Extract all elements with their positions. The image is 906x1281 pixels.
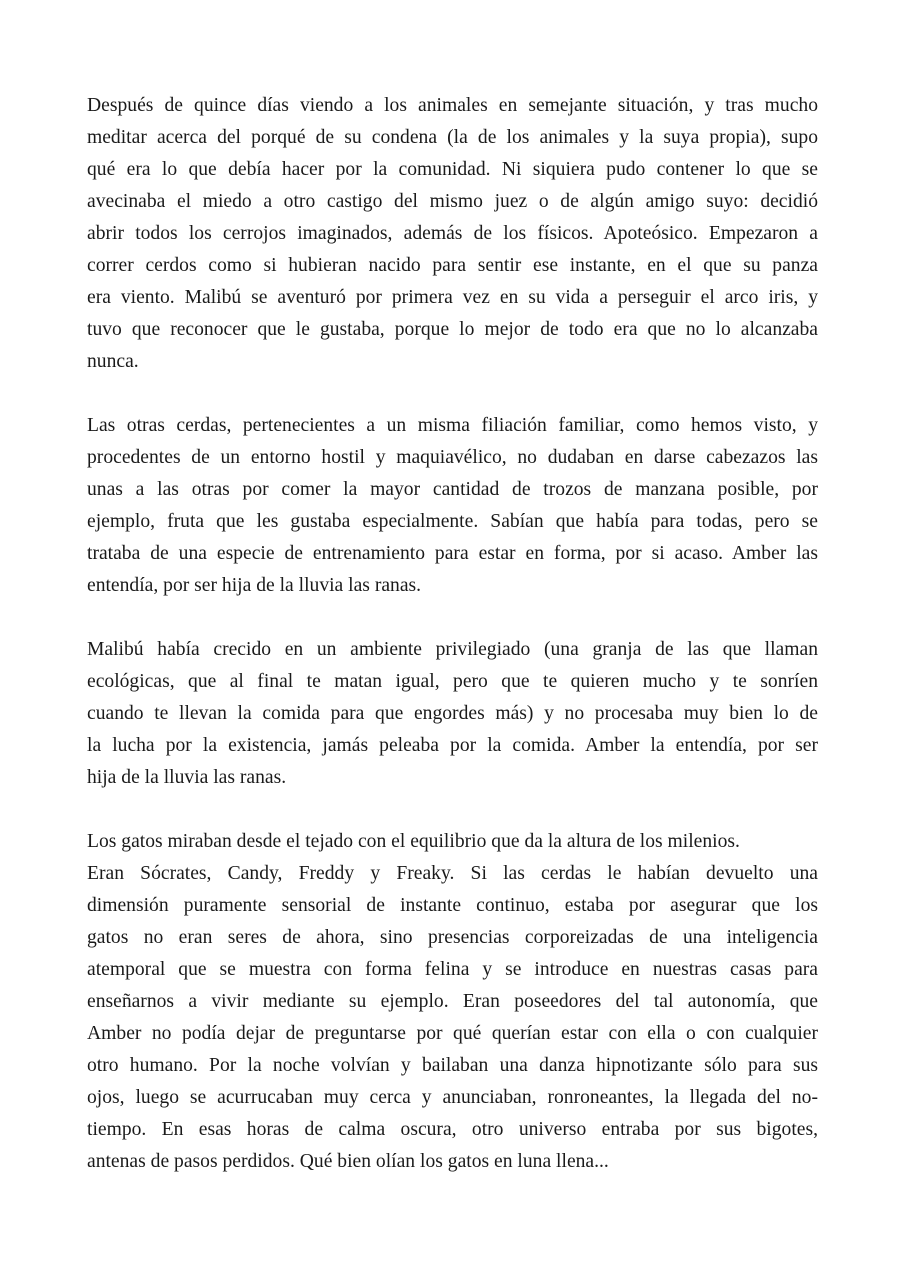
text-line: enseñarnos a vivir mediante su ejemplo. Eran poseedores del tal autonomía, que <box>87 991 818 1012</box>
paragraph <box>87 410 818 602</box>
document-page <box>87 90 818 1210</box>
text-line: Eran Sócrates, Candy, Freddy y Freaky. Si las cerdas le habían devuelto una <box>87 863 818 884</box>
paragraph <box>87 90 818 378</box>
text-line: ecológicas, que al final te matan igual, pero que te quieren mucho y te sonríen <box>87 671 818 692</box>
text-line: Amber no podía dejar de preguntarse por qué querían estar con ella o con cualquier <box>87 1023 818 1044</box>
text-line: la lucha por la existencia, jamás peleaba por la comida. Amber la entendía, por ser <box>87 735 818 756</box>
text-line: tuvo que reconocer que le gustaba, porque lo mejor de todo era que no lo alcanzaba <box>87 319 818 340</box>
text-line: entendía, por ser hija de la lluvia las ranas. <box>87 575 422 596</box>
text-line: nunca. <box>87 351 139 372</box>
text-line: correr cerdos como si hubieran nacido para sentir ese instante, en el que su panza <box>87 255 818 276</box>
text-line: procedentes de un entorno hostil y maquiavélico, no dudaban en darse cabezazos las <box>87 447 818 468</box>
text-line: avecinaba el miedo a otro castigo del mismo juez o de algún amigo suyo: decidió <box>87 191 818 212</box>
text-line: Los gatos miraban desde el tejado con el equilibrio que da la altura de los milenios. <box>87 831 740 852</box>
paragraph <box>87 634 818 794</box>
text-line: atemporal que se muestra con forma felina y se introduce en nuestras casas para <box>87 959 818 980</box>
text-line: gatos no eran seres de ahora, sino presencias corporeizadas de una inteligencia <box>87 927 818 948</box>
paragraph <box>87 826 818 1178</box>
text-line: Malibú había crecido en un ambiente privilegiado (una granja de las que llaman <box>87 639 818 660</box>
text-line: unas a las otras por comer la mayor cantidad de trozos de manzana posible, por <box>87 479 818 500</box>
text-line: cuando te llevan la comida para que engordes más) y no procesaba muy bien lo de <box>87 703 818 724</box>
text-line: qué era lo que debía hacer por la comunidad. Ni siquiera pudo contener lo que se <box>87 159 818 180</box>
text-line: Las otras cerdas, pertenecientes a un misma filiación familiar, como hemos visto, y <box>87 415 818 436</box>
text-line: hija de la lluvia las ranas. <box>87 767 287 788</box>
text-line: Después de quince días viendo a los animales en semejante situación, y tras mucho <box>87 95 818 116</box>
text-line: abrir todos los cerrojos imaginados, además de los físicos. Apoteósico. Empezaron a <box>87 223 818 244</box>
text-line: otro humano. Por la noche volvían y bailaban una danza hipnotizante sólo para sus <box>87 1055 818 1076</box>
text-line: tiempo. En esas horas de calma oscura, otro universo entraba por sus bigotes, <box>87 1119 818 1140</box>
text-line: era viento. Malibú se aventuró por primera vez en su vida a perseguir el arco iris, y <box>87 287 818 308</box>
text-line: dimensión puramente sensorial de instante continuo, estaba por asegurar que los <box>87 895 818 916</box>
text-line: antenas de pasos perdidos. Qué bien olían los gatos en luna llena... <box>87 1151 609 1172</box>
text-line: ejemplo, fruta que les gustaba especialmente. Sabían que había para todas, pero se <box>87 511 818 532</box>
text-line: ojos, luego se acurrucaban muy cerca y anunciaban, ronroneantes, la llegada del no- <box>87 1087 818 1108</box>
text-line: meditar acerca del porqué de su condena (la de los animales y la suya propia), supo <box>87 127 818 148</box>
text-line: trataba de una especie de entrenamiento para estar en forma, por si acaso. Amber las <box>87 543 818 564</box>
